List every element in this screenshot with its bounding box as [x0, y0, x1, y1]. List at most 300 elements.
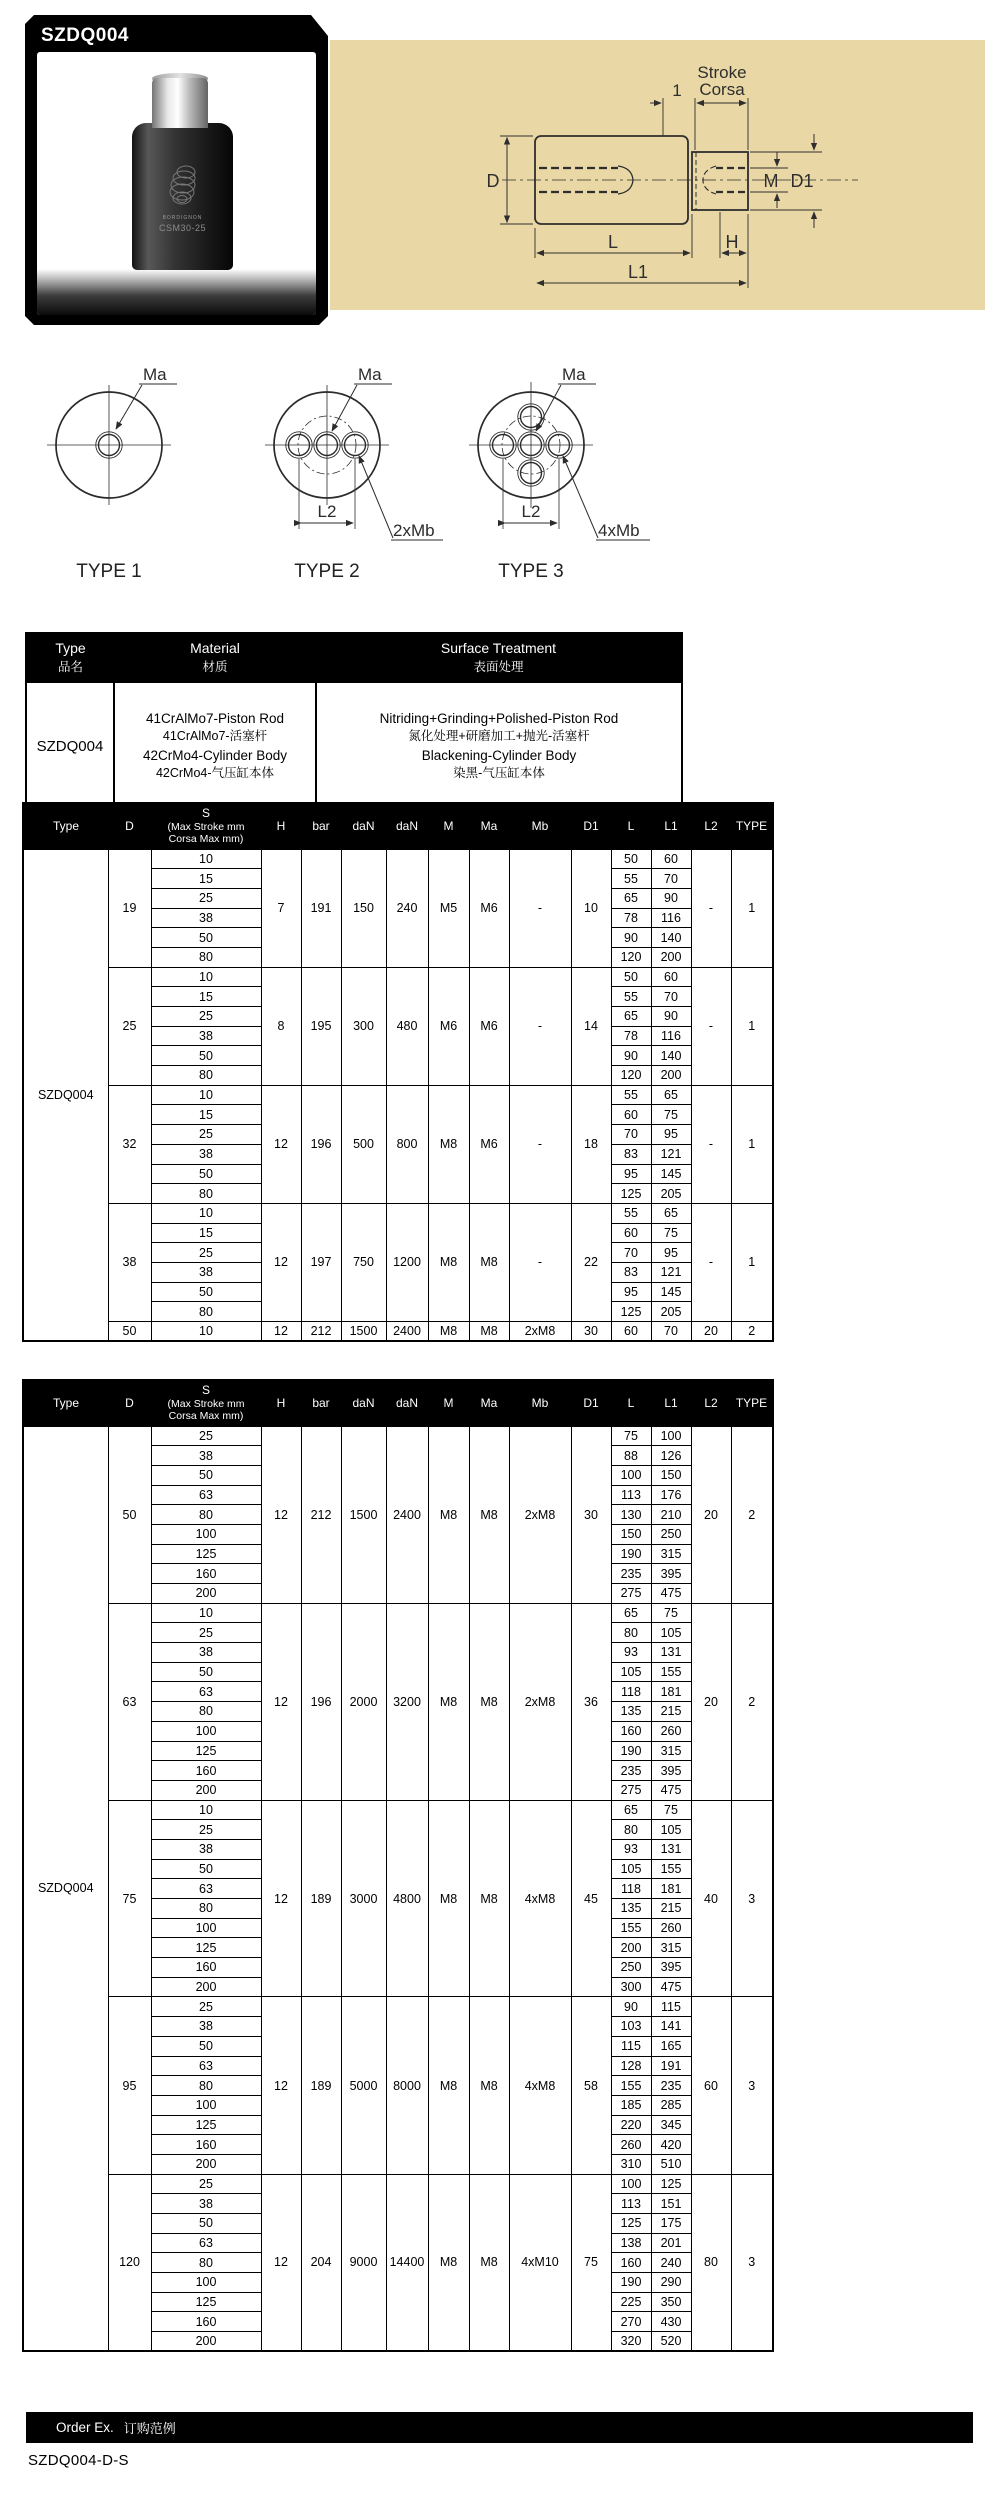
spec-row — [23, 967, 773, 987]
spec-dan1-cell: 3000 — [341, 1800, 386, 1997]
spec-bar-cell: 189 — [301, 1997, 341, 2174]
type2-ma-label: Ma — [358, 365, 382, 384]
spec-l-cell: 65 — [611, 888, 651, 908]
spec-l1-cell: 75 — [651, 1105, 691, 1125]
spec-dan1-cell: 300 — [341, 967, 386, 1085]
spec-l-cell: 118 — [611, 1879, 651, 1899]
spec-s-cell: 38 — [151, 1446, 261, 1466]
spec-l1-cell: 70 — [651, 869, 691, 889]
spec-bar-cell: 212 — [301, 1322, 341, 1342]
order-example-label-zh: 订购范例 — [123, 2421, 176, 2436]
spec-d-cell: 120 — [108, 2174, 151, 2351]
spec-d1-cell: 58 — [571, 1997, 611, 2174]
spec-l1-cell: 65 — [651, 1085, 691, 1105]
spec-s-cell: 100 — [151, 2095, 261, 2115]
spec-ma-cell: M8 — [469, 2174, 509, 2351]
spec-l-cell: 83 — [611, 1144, 651, 1164]
spec-m-cell: M8 — [428, 1603, 469, 1800]
spec-row — [23, 1603, 773, 1623]
spec-l1-cell: 75 — [651, 1800, 691, 1820]
spec-col-header: daN — [386, 803, 428, 849]
spec-l1-cell: 285 — [651, 2095, 691, 2115]
spec-bar-cell: 195 — [301, 967, 341, 1085]
spec-bar-cell: 196 — [301, 1085, 341, 1203]
spec-l1-cell: 90 — [651, 888, 691, 908]
spec-col-header: daN — [341, 1380, 386, 1426]
spec-m-cell: M8 — [428, 1997, 469, 2174]
spec-l-cell: 155 — [611, 1918, 651, 1938]
spec-l1-cell: 140 — [651, 1046, 691, 1066]
spec-s-cell: 10 — [151, 849, 261, 869]
spec-l-cell: 95 — [611, 1164, 651, 1184]
spec-s-cell: 25 — [151, 1243, 261, 1263]
spec-l1-cell: 215 — [651, 1702, 691, 1722]
spec-type-cell: SZDQ004 — [23, 1426, 108, 2351]
spec-col-header: L — [611, 803, 651, 849]
spec-s-cell: 38 — [151, 908, 261, 928]
spec-l-cell: 155 — [611, 2076, 651, 2096]
spec-typecol-cell: 2 — [731, 1322, 773, 1342]
spec-d-cell: 95 — [108, 1997, 151, 2174]
spec-col-header: D — [108, 1380, 151, 1426]
spec-row — [23, 1426, 773, 1446]
spec-d-cell: 50 — [108, 1426, 151, 1603]
type3-l2-label: L2 — [521, 502, 541, 521]
spec-s-cell: 200 — [151, 1780, 261, 1800]
spec-l1-cell: 121 — [651, 1262, 691, 1282]
spec-s-cell: 25 — [151, 1997, 261, 2017]
spec-ma-cell: M8 — [469, 1322, 509, 1342]
spec-ma-cell: M8 — [469, 1603, 509, 1800]
spec-l-cell: 88 — [611, 1446, 651, 1466]
spec-l-cell: 200 — [611, 1938, 651, 1958]
spec-l-cell: 125 — [611, 1184, 651, 1204]
mount-type-diagrams — [0, 352, 700, 597]
spec-mb-cell: 4xM8 — [509, 1800, 571, 1997]
material-cell: 41CrAlMo7-Piston Rod 41CrAlMo7-活塞杆 42CrMo4-Cylinder Body 42CrMo4-气压缸本体 — [114, 682, 316, 810]
spec-s-cell: 10 — [151, 1203, 261, 1223]
spec-l-cell: 160 — [611, 2253, 651, 2273]
spec-d-cell: 38 — [108, 1203, 151, 1321]
spec-l1-cell: 150 — [651, 1465, 691, 1485]
spec-l-cell: 113 — [611, 2194, 651, 2214]
spec-ma-cell: M6 — [469, 1085, 509, 1203]
spec-d-cell: 75 — [108, 1800, 151, 1997]
spec-l1-cell: 201 — [651, 2233, 691, 2253]
spec-s-cell: 25 — [151, 1125, 261, 1145]
product-brand: BORDIGNON — [162, 215, 203, 221]
spec-col-header: M — [428, 1380, 469, 1426]
spec-s-cell: 25 — [151, 1426, 261, 1446]
spec-s-cell: 50 — [151, 1046, 261, 1066]
spec-s-cell: 125 — [151, 1938, 261, 1958]
spec-l1-cell: 131 — [651, 1643, 691, 1663]
spec-s-cell: 10 — [151, 1603, 261, 1623]
spec-dan1-cell: 150 — [341, 849, 386, 967]
spec-l-cell: 50 — [611, 967, 651, 987]
spec-l-cell: 55 — [611, 869, 651, 889]
material-table-section — [25, 632, 683, 811]
order-example-label-en: Order Ex. — [56, 2420, 114, 2435]
spec-ma-cell: M6 — [469, 967, 509, 1085]
spec-s-cell: 38 — [151, 2017, 261, 2037]
spec-d1-cell: 18 — [571, 1085, 611, 1203]
spec-l-cell: 95 — [611, 1282, 651, 1302]
spec-dan1-cell: 500 — [341, 1085, 386, 1203]
spec-row — [23, 1203, 773, 1223]
spec-h-cell: 12 — [261, 1426, 301, 1603]
spec-l1-cell: 60 — [651, 967, 691, 987]
spec-l1-cell: 290 — [651, 2273, 691, 2293]
spec-bar-cell: 204 — [301, 2174, 341, 2351]
spec-s-cell: 50 — [151, 928, 261, 948]
spec-m-cell: M8 — [428, 1085, 469, 1203]
spec-bar-cell: 212 — [301, 1426, 341, 1603]
spec-dan1-cell: 5000 — [341, 1997, 386, 2174]
spec-l-cell: 103 — [611, 2017, 651, 2037]
spec-s-cell: 15 — [151, 1105, 261, 1125]
spec-l-cell: 78 — [611, 908, 651, 928]
spec-l1-cell: 175 — [651, 2214, 691, 2234]
spec-bar-cell: 196 — [301, 1603, 341, 1800]
spec-l1-cell: 105 — [651, 1820, 691, 1840]
spec-s-cell: 50 — [151, 1282, 261, 1302]
spec-m-cell: M8 — [428, 1322, 469, 1342]
spec-l1-cell: 140 — [651, 928, 691, 948]
spec-l1-cell: 145 — [651, 1164, 691, 1184]
spec-l-cell: 115 — [611, 2036, 651, 2056]
spec-s-cell: 200 — [151, 1584, 261, 1604]
spec-s-cell: 125 — [151, 2292, 261, 2312]
spec-l1-cell: 345 — [651, 2115, 691, 2135]
type2-l2-label: L2 — [317, 502, 337, 521]
spec-col-header: S (Max Stroke mm Corsa Max mm) — [151, 1380, 261, 1426]
spec-l1-cell: 181 — [651, 1682, 691, 1702]
spec-l2-cell: 40 — [691, 1800, 731, 1997]
spec-l-cell: 275 — [611, 1780, 651, 1800]
spec-dan1-cell: 9000 — [341, 2174, 386, 2351]
spec-dan1-cell: 2000 — [341, 1603, 386, 1800]
spec-l1-cell: 475 — [651, 1584, 691, 1604]
spec-l-cell: 105 — [611, 1662, 651, 1682]
spec-d1-cell: 22 — [571, 1203, 611, 1321]
spec-d-cell: 19 — [108, 849, 151, 967]
spec-l1-cell: 70 — [651, 987, 691, 1007]
dim-label-h: H — [725, 232, 739, 252]
spec-l-cell: 270 — [611, 2312, 651, 2332]
spec-l1-cell: 95 — [651, 1125, 691, 1145]
spec-l1-cell: 200 — [651, 1066, 691, 1086]
spec-h-cell: 12 — [261, 1085, 301, 1203]
type3-ma-label: Ma — [562, 365, 586, 384]
spec-l-cell: 55 — [611, 1203, 651, 1223]
spec-l-cell: 150 — [611, 1524, 651, 1544]
spec-s-cell: 15 — [151, 869, 261, 889]
material-col-surface: Surface Treatment 表面处理 — [316, 633, 682, 682]
spec-s-cell: 25 — [151, 2174, 261, 2194]
spec-h-cell: 12 — [261, 1203, 301, 1321]
spec-row — [23, 1085, 773, 1105]
spec-col-header: Ma — [469, 1380, 509, 1426]
spec-l1-cell: 395 — [651, 1958, 691, 1978]
spec-mb-cell: - — [509, 967, 571, 1085]
spec-l1-cell: 60 — [651, 849, 691, 869]
type1-ma-label: Ma — [143, 365, 167, 384]
spec-l-cell: 235 — [611, 1761, 651, 1781]
spec-mb-cell: 2xM8 — [509, 1322, 571, 1342]
spec-ma-cell: M8 — [469, 1997, 509, 2174]
spec-l-cell: 250 — [611, 1958, 651, 1978]
spec-l1-cell: 315 — [651, 1741, 691, 1761]
spec-l-cell: 138 — [611, 2233, 651, 2253]
spec-l-cell: 60 — [611, 1105, 651, 1125]
spec-mb-cell: 2xM8 — [509, 1603, 571, 1800]
spec-l1-cell: 200 — [651, 947, 691, 967]
spec-dan2-cell: 4800 — [386, 1800, 428, 1997]
spec-h-cell: 12 — [261, 1997, 301, 2174]
spec-l1-cell: 260 — [651, 1918, 691, 1938]
spec-s-cell: 10 — [151, 1085, 261, 1105]
spec-l1-cell: 205 — [651, 1184, 691, 1204]
spec-type-cell: SZDQ004 — [23, 849, 108, 1341]
spec-l1-cell: 475 — [651, 1977, 691, 1997]
spec-dan2-cell: 8000 — [386, 1997, 428, 2174]
spec-l1-cell: 116 — [651, 1026, 691, 1046]
spec-l-cell: 275 — [611, 1584, 651, 1604]
dim-label-d1: D1 — [790, 171, 814, 191]
spec-typecol-cell: 1 — [731, 967, 773, 1085]
spec-row — [23, 1800, 773, 1820]
rod-end-outline — [692, 152, 748, 210]
page-title: SZDQ004 — [41, 25, 129, 46]
cylinder-cap — [152, 78, 208, 128]
material-header-row — [26, 633, 682, 682]
spec-l-cell: 135 — [611, 1702, 651, 1722]
spec-ma-cell: M8 — [469, 1800, 509, 1997]
spec-col-header: H — [261, 1380, 301, 1426]
spec-l-cell: 90 — [611, 1046, 651, 1066]
spec-l1-cell: 141 — [651, 2017, 691, 2037]
spec-row — [23, 2174, 773, 2194]
spec-l1-cell: 475 — [651, 1780, 691, 1800]
spec-l2-cell: - — [691, 1203, 731, 1321]
spec-l1-cell: 430 — [651, 2312, 691, 2332]
dim-label-l1: L1 — [627, 262, 649, 282]
spec-typecol-cell: 1 — [731, 1085, 773, 1203]
spec-l-cell: 225 — [611, 2292, 651, 2312]
spec-col-header: Type — [23, 1380, 108, 1426]
spec-mb-cell: 2xM8 — [509, 1426, 571, 1603]
spec-h-cell: 12 — [261, 1322, 301, 1342]
spec-col-header: D1 — [571, 1380, 611, 1426]
spec-row — [23, 1322, 773, 1342]
spec-l1-cell: 205 — [651, 1302, 691, 1322]
spec-l-cell: 125 — [611, 2214, 651, 2234]
spec-m-cell: M6 — [428, 967, 469, 1085]
spec-l1-cell: 520 — [651, 2332, 691, 2352]
spec-l1-cell: 176 — [651, 1485, 691, 1505]
spec-col-header: Type — [23, 803, 108, 849]
spec-ma-cell: M8 — [469, 1203, 509, 1321]
spec-s-cell: 38 — [151, 2194, 261, 2214]
spec-s-cell: 50 — [151, 1164, 261, 1184]
spec-typecol-cell: 2 — [731, 1603, 773, 1800]
spec-d-cell: 63 — [108, 1603, 151, 1800]
spec-d1-cell: 14 — [571, 967, 611, 1085]
spec-s-cell: 80 — [151, 1505, 261, 1525]
spec-l1-cell: 100 — [651, 1426, 691, 1446]
spec-d-cell: 25 — [108, 967, 151, 1085]
spec-h-cell: 12 — [261, 1800, 301, 1997]
spec-l-cell: 190 — [611, 2273, 651, 2293]
spec-col-header: Mb — [509, 803, 571, 849]
spec-l-cell: 80 — [611, 1820, 651, 1840]
spec-typecol-cell: 3 — [731, 1997, 773, 2174]
material-col-material: Material 材质 — [114, 633, 316, 682]
spec-col-header: daN — [386, 1380, 428, 1426]
spec-s-cell: 160 — [151, 1958, 261, 1978]
spec-col-header: D — [108, 803, 151, 849]
type2-mb-label: 2xMb — [393, 521, 435, 540]
spec-s-cell: 80 — [151, 1066, 261, 1086]
type3-label: TYPE 3 — [498, 561, 564, 582]
spec-mb-cell: - — [509, 849, 571, 967]
spec-dan2-cell: 2400 — [386, 1322, 428, 1342]
spec-l1-cell: 250 — [651, 1524, 691, 1544]
spec-s-cell: 200 — [151, 1977, 261, 1997]
spec-ma-cell: M6 — [469, 849, 509, 967]
spec-col-header: Mb — [509, 1380, 571, 1426]
spec-col-header: L1 — [651, 1380, 691, 1426]
spec-l-cell: 78 — [611, 1026, 651, 1046]
spec-l1-cell: 510 — [651, 2154, 691, 2174]
spec-l1-cell: 65 — [651, 1203, 691, 1223]
spec-s-cell: 100 — [151, 1524, 261, 1544]
spec-dan1-cell: 750 — [341, 1203, 386, 1321]
spec-col-header: bar — [301, 803, 341, 849]
spec-l1-cell: 145 — [651, 1282, 691, 1302]
spec-s-cell: 63 — [151, 1682, 261, 1702]
spec-s-cell: 80 — [151, 2253, 261, 2273]
spec-s-cell: 15 — [151, 1223, 261, 1243]
spec-mb-cell: 4xM8 — [509, 1997, 571, 2174]
spec-l-cell: 300 — [611, 1977, 651, 1997]
spec-l2-cell: - — [691, 849, 731, 967]
spec-l-cell: 118 — [611, 1682, 651, 1702]
spec-d1-cell: 75 — [571, 2174, 611, 2351]
spec-col-header: Ma — [469, 803, 509, 849]
spec-typecol-cell: 3 — [731, 2174, 773, 2351]
spec-d1-cell: 45 — [571, 1800, 611, 1997]
spec-col-header: L2 — [691, 1380, 731, 1426]
spec-l-cell: 65 — [611, 1800, 651, 1820]
spec-dan2-cell: 3200 — [386, 1603, 428, 1800]
spec-s-cell: 63 — [151, 2056, 261, 2076]
spec-s-cell: 80 — [151, 947, 261, 967]
spec-col-header: daN — [341, 803, 386, 849]
spec-dan2-cell: 1200 — [386, 1203, 428, 1321]
spec-h-cell: 8 — [261, 967, 301, 1085]
spec-m-cell: M8 — [428, 2174, 469, 2351]
spec-s-cell: 63 — [151, 1879, 261, 1899]
material-col-type: Type 品名 — [26, 633, 114, 682]
spec-row — [23, 849, 773, 869]
spec-header-row — [23, 1380, 773, 1426]
spec-h-cell: 12 — [261, 2174, 301, 2351]
spec-l-cell: 190 — [611, 1544, 651, 1564]
spec-l-cell: 60 — [611, 1322, 651, 1342]
spec-l1-cell: 115 — [651, 1997, 691, 2017]
spec-s-cell: 125 — [151, 1544, 261, 1564]
spec-row — [23, 1997, 773, 2017]
spec-s-cell: 25 — [151, 1623, 261, 1643]
spec-s-cell: 25 — [151, 1007, 261, 1027]
spec-l1-cell: 121 — [651, 1144, 691, 1164]
spec-s-cell: 160 — [151, 1564, 261, 1584]
spec-l1-cell: 395 — [651, 1564, 691, 1584]
spec-l2-cell: 80 — [691, 2174, 731, 2351]
spec-d-cell: 50 — [108, 1322, 151, 1342]
spec-d1-cell: 10 — [571, 849, 611, 967]
technical-drawing-panel — [330, 40, 985, 310]
spec-s-cell: 50 — [151, 1465, 261, 1485]
spec-col-header: L1 — [651, 803, 691, 849]
spec-mb-cell: - — [509, 1085, 571, 1203]
dim-label-one: 1 — [672, 81, 682, 100]
spec-dan2-cell: 240 — [386, 849, 428, 967]
spec-l2-cell: 20 — [691, 1603, 731, 1800]
spec-l-cell: 55 — [611, 1085, 651, 1105]
spec-s-cell: 38 — [151, 1643, 261, 1663]
spec-l1-cell: 210 — [651, 1505, 691, 1525]
spec-s-cell: 63 — [151, 1485, 261, 1505]
spec-s-cell: 63 — [151, 2233, 261, 2253]
spec-l-cell: 60 — [611, 1223, 651, 1243]
spec-h-cell: 12 — [261, 1603, 301, 1800]
spec-s-cell: 10 — [151, 967, 261, 987]
spec-l-cell: 83 — [611, 1262, 651, 1282]
spec-l-cell: 70 — [611, 1125, 651, 1145]
spec-l-cell: 190 — [611, 1741, 651, 1761]
spec-l-cell: 65 — [611, 1603, 651, 1623]
spec-s-cell: 100 — [151, 1721, 261, 1741]
type1-label: TYPE 1 — [76, 561, 142, 582]
spec-l-cell: 128 — [611, 2056, 651, 2076]
spec-l-cell: 100 — [611, 2174, 651, 2194]
spec-l-cell: 135 — [611, 1899, 651, 1919]
material-type-cell: SZDQ004 — [26, 682, 114, 810]
spec-mb-cell: 4xM10 — [509, 2174, 571, 2351]
spec-l1-cell: 181 — [651, 1879, 691, 1899]
spec-d1-cell: 30 — [571, 1322, 611, 1342]
spec-s-cell: 10 — [151, 1322, 261, 1342]
spec-s-cell: 50 — [151, 1662, 261, 1682]
spec-s-cell: 25 — [151, 1820, 261, 1840]
spec-l1-cell: 95 — [651, 1243, 691, 1263]
spec-s-cell: 15 — [151, 987, 261, 1007]
spec-l-cell: 70 — [611, 1243, 651, 1263]
spec-l-cell: 100 — [611, 1465, 651, 1485]
spec-typecol-cell: 1 — [731, 1203, 773, 1321]
dim-label-d: D — [486, 171, 500, 191]
spec-l-cell: 260 — [611, 2135, 651, 2155]
spec-s-cell: 10 — [151, 1800, 261, 1820]
spec-l-cell: 130 — [611, 1505, 651, 1525]
spec-s-cell: 200 — [151, 2154, 261, 2174]
type2-label: TYPE 2 — [294, 561, 360, 582]
spec-s-cell: 50 — [151, 2214, 261, 2234]
spec-s-cell: 80 — [151, 1702, 261, 1722]
